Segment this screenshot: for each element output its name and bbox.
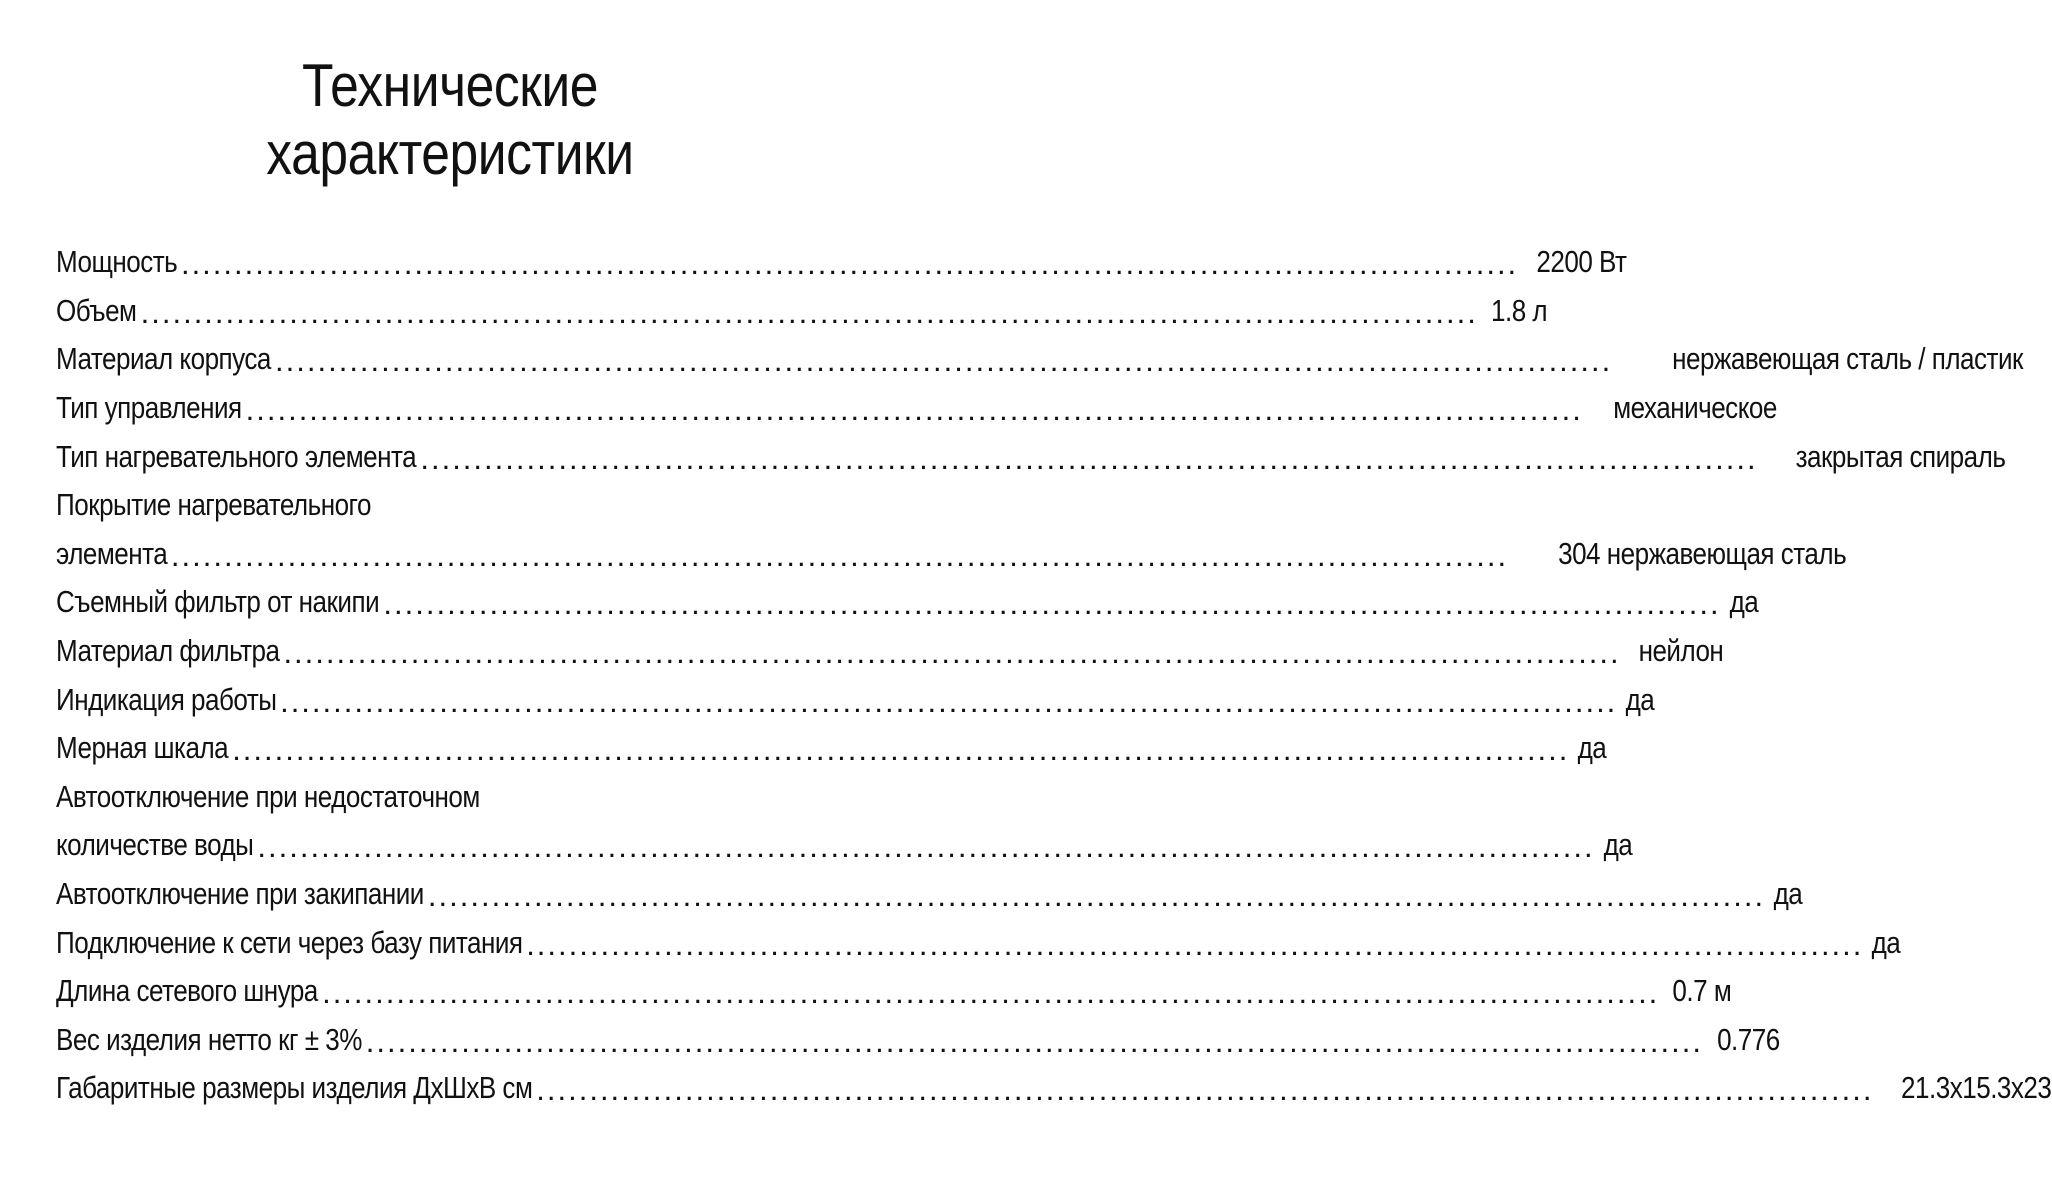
spec-row-filter-material [56, 627, 1723, 676]
spec-row-measuring-scale [56, 724, 1607, 773]
page-title [63, 52, 837, 188]
spec-row-low-water-shutoff-line1 [56, 773, 842, 822]
spec-label: количестве воды [56, 827, 254, 863]
spec-row-body-material [56, 335, 2024, 384]
spec-row-dimensions [56, 1064, 2052, 1113]
spec-row-control-type [56, 384, 1777, 433]
spec-row-volume [56, 287, 1547, 336]
spec-value: да [1577, 730, 1607, 766]
spec-row-net-weight [56, 1016, 1780, 1065]
spec-value: нержавеющая сталь / пластик [1672, 341, 2024, 377]
spec-label: Подключение к сети через базу питания [56, 924, 523, 960]
spec-value: 1.8 л [1490, 292, 1547, 328]
spec-row-power [56, 238, 1627, 287]
spec-label: Длина сетевого шнура [56, 973, 318, 1009]
spec-label: Габаритные размеры изделия ДхШхВ см [56, 1070, 533, 1106]
dot-leader: .............................................................................................................................. [245, 392, 1583, 428]
spec-label: Мерная шкала [56, 730, 229, 766]
spec-list [56, 238, 2052, 1113]
dot-leader: .............................................................................................................................. [280, 683, 1618, 719]
spec-value: да [1625, 681, 1655, 717]
spec-row-cord-length [56, 967, 1732, 1016]
spec-label: элемента [56, 535, 168, 571]
spec-value: закрытая спираль [1795, 438, 2005, 474]
spec-label: Покрытие нагревательного [56, 487, 371, 523]
dot-leader: .............................................................................................................................. [283, 635, 1621, 671]
dot-leader: .............................................................................................................................. [427, 878, 1766, 914]
spec-row-power-base [56, 918, 1901, 967]
dot-leader: .............................................................................................................................. [322, 975, 1660, 1011]
dot-leader: .............................................................................................................................. [526, 926, 1864, 962]
spec-label: Мощность [56, 244, 178, 280]
spec-value: 304 нержавеющая сталь [1558, 535, 1847, 571]
dot-leader: .............................................................................................................................. [257, 829, 1595, 865]
spec-value: да [1773, 876, 1803, 912]
spec-value: да [1729, 584, 1758, 620]
dot-leader: .............................................................................................................................. [536, 1072, 1874, 1108]
dot-leader: .............................................................................................................................. [170, 537, 1509, 573]
spec-row-removable-filter [56, 578, 1758, 627]
dot-leader: .............................................................................................................................. [420, 440, 1758, 476]
spec-label: Индикация работы [56, 681, 277, 717]
spec-label: Автоотключение при закипании [56, 876, 424, 912]
dot-leader: .............................................................................................................................. [232, 732, 1570, 768]
spec-label: Материал корпуса [56, 341, 271, 377]
spec-label: Тип управления [56, 390, 242, 426]
dot-leader: .............................................................................................................................. [383, 586, 1721, 622]
title-line-2: характеристики [266, 120, 634, 187]
spec-row-heating-element [56, 432, 2005, 481]
spec-label: Автоотключение при недостаточном [56, 778, 480, 814]
spec-label: Материал фильтра [56, 633, 280, 669]
spec-value: да [1603, 827, 1632, 863]
spec-value: механическое [1613, 390, 1777, 426]
spec-value: 2200 Вт [1536, 244, 1627, 280]
spec-value: 0.7 м [1672, 973, 1732, 1009]
spec-row-heating-coating-line2 [56, 530, 1847, 579]
dot-leader: .............................................................................................................................. [140, 294, 1478, 330]
spec-row-boil-shutoff [56, 870, 1803, 919]
dot-leader: .............................................................................................................................. [365, 1023, 1703, 1059]
spec-row-heating-coating-line1 [56, 481, 842, 530]
spec-label: Съемный фильтр от накипи [56, 584, 380, 620]
spec-row-operation-indicator [56, 675, 1655, 724]
spec-value: нейлон [1638, 633, 1723, 669]
title-line-1: Технические [301, 52, 599, 119]
dot-leader: .............................................................................................................................. [275, 343, 1613, 379]
spec-value: 0.776 [1717, 1021, 1780, 1057]
spec-row-low-water-shutoff-line2 [56, 821, 1632, 870]
spec-value: 21.3x15.3x23 [1901, 1070, 2052, 1106]
spec-value: да [1871, 924, 1901, 960]
spec-label: Вес изделия нетто кг ± 3% [56, 1021, 362, 1057]
spec-label: Объем [56, 292, 137, 328]
dot-leader: .............................................................................................................................. [180, 246, 1519, 282]
spec-label: Тип нагревательного элемента [56, 438, 417, 474]
